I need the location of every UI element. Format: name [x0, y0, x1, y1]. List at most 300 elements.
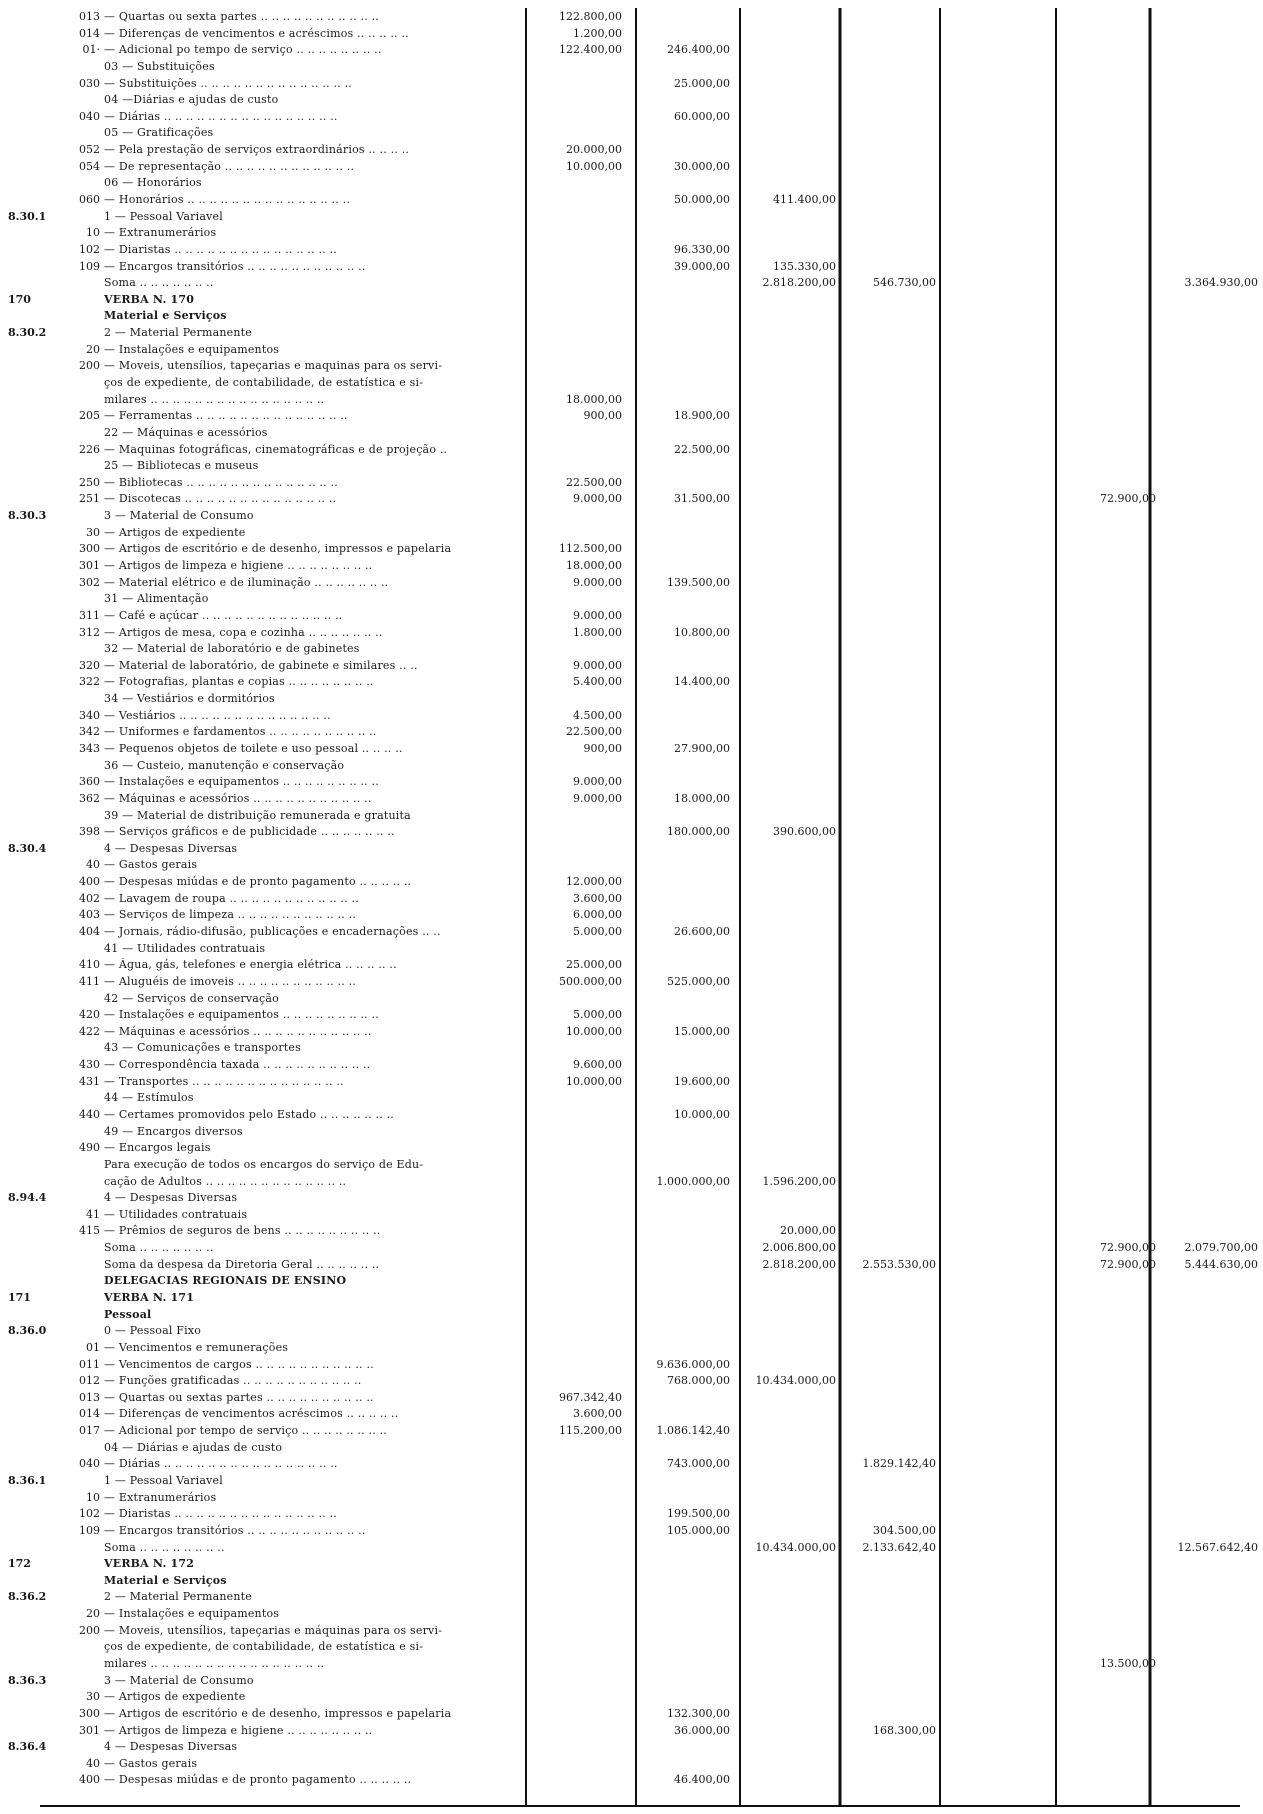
row-amount: 122.400,00 [559, 43, 622, 57]
row-code: 171 [8, 1290, 31, 1304]
row-amount: 2.818.200,00 [762, 276, 836, 290]
budget-row [0, 908, 1263, 922]
budget-row [0, 1025, 1263, 1039]
budget-row [0, 426, 1263, 440]
budget-row [0, 1507, 1263, 1521]
budget-row [0, 143, 1263, 157]
budget-row [0, 293, 1263, 307]
budget-row [0, 1391, 1263, 1405]
row-description: 36 — Custeio, manutenção e conservação [104, 758, 345, 772]
budget-row [0, 792, 1263, 806]
row-description: — Artigos de escritório e de desenho, impressos e papelaria [104, 542, 452, 556]
row-description: 32 — Material de laboratório e de gabinetes [104, 642, 360, 656]
budget-row [0, 1291, 1263, 1305]
row-description: 4 — Despesas Diversas [104, 1191, 238, 1205]
row-description: 41 — Utilidades contratuais [104, 941, 266, 955]
budget-row [0, 476, 1263, 490]
row-item-number: 301 [79, 1723, 100, 1737]
row-amount: 411.400,00 [773, 193, 836, 206]
row-description: 1 — Pessoal Variavel [104, 1473, 223, 1487]
row-code: 8.30.1 [8, 209, 47, 223]
row-description: — Extranumerários [104, 226, 217, 240]
row-item-number: 226 [79, 442, 100, 456]
row-amount: 72.900,00 [1100, 1241, 1156, 1254]
row-amount: 105.000,00 [667, 1523, 730, 1537]
row-amount: 135.330,00 [773, 259, 836, 273]
row-amount: 10.434.000,00 [755, 1540, 836, 1554]
budget-row [0, 709, 1263, 723]
row-description: milares .. .. .. .. .. .. .. .. .. .. .. .. .. .. .. .. [104, 392, 325, 406]
row-description: — Gastos gerais [104, 858, 198, 872]
budget-row [0, 343, 1263, 357]
row-item-number: 30 [86, 1690, 100, 1704]
budget-row [0, 759, 1263, 773]
row-code: 8.30.4 [8, 841, 47, 855]
row-item-number: 205 [79, 409, 100, 423]
row-description: — Encargos transitórios .. .. .. .. .. .. .. .. .. .. .. [104, 259, 366, 273]
row-amount: 246.400,00 [667, 43, 730, 57]
row-item-number: 40 [86, 1756, 100, 1770]
budget-row [0, 675, 1263, 689]
budget-row [0, 1640, 1263, 1654]
row-description: — Prêmios de seguros de bens .. .. .. .. .. .. .. .. .. [104, 1224, 381, 1238]
row-item-number: 040 [79, 109, 100, 123]
budget-row [0, 1091, 1263, 1105]
row-item-number: 20 [86, 1607, 100, 1620]
budget-row [0, 1125, 1263, 1139]
row-item-number: 300 [79, 1706, 100, 1720]
row-item-number: 250 [79, 475, 100, 489]
budget-row [0, 1524, 1263, 1538]
row-amount: 5.400,00 [573, 675, 622, 689]
budget-row [0, 975, 1263, 989]
row-amount: 5.000,00 [573, 1008, 622, 1022]
row-description: — Jornais, rádio-difusão, publicações e encadernações .. .. [104, 925, 441, 938]
budget-row [0, 1457, 1263, 1471]
row-description: — Aluguéis de imoveis .. .. .. .. .. .. .. .. .. .. .. [104, 974, 357, 988]
row-amount: 199.500,00 [667, 1507, 730, 1521]
row-item-number: 017 [79, 1424, 100, 1437]
row-description: — Maquinas fotográficas, cinematográficas e de projeção .. [104, 442, 448, 456]
row-description: — Discotecas .. .. .. .. .. .. .. .. .. .. .. .. .. .. [104, 492, 337, 506]
budget-row [0, 576, 1263, 590]
row-amount: 9.000,00 [573, 791, 622, 805]
row-amount: 60.000,00 [674, 109, 730, 123]
row-amount: 4.500,00 [573, 708, 622, 722]
budget-row [0, 642, 1263, 656]
row-amount: 500.000,00 [559, 974, 622, 988]
budget-row [0, 326, 1263, 340]
budget-row [0, 176, 1263, 190]
budget-row [0, 1541, 1263, 1555]
row-description: cação de Adultos .. .. .. .. .. .. .. .. .. .. .. .. .. [104, 1174, 347, 1188]
row-amount: 1.200,00 [573, 26, 622, 40]
row-code: 8.30.2 [8, 326, 47, 340]
budget-row [0, 193, 1263, 207]
row-amount: 30.000,00 [674, 159, 730, 173]
row-amount: 18.000,00 [566, 392, 622, 406]
row-amount: 1.829.142,40 [862, 1457, 936, 1471]
budget-row [0, 1474, 1263, 1488]
row-description: — Instalações e equipamentos [104, 1607, 280, 1620]
row-item-number: 040 [79, 1457, 100, 1471]
budget-row [0, 1491, 1263, 1505]
budget-row [0, 210, 1263, 224]
row-description: 44 — Estímulos [104, 1091, 194, 1105]
row-item-number: 20 [86, 342, 100, 356]
row-item-number: 343 [79, 742, 100, 755]
row-amount: 2.133.642,40 [862, 1540, 936, 1554]
budget-row [0, 110, 1263, 124]
row-amount: 1.000.000,00 [656, 1174, 730, 1188]
row-code: 8.30.3 [8, 509, 47, 523]
row-item-number: 398 [79, 825, 100, 839]
row-amount: 9.000,00 [573, 658, 622, 672]
row-amount: 10.434.000,00 [755, 1374, 836, 1388]
row-code: 8.94.4 [8, 1191, 47, 1205]
row-item-number: 312 [79, 625, 100, 639]
row-description: Soma .. .. .. .. .. .. .. .. [104, 1540, 225, 1554]
row-description: 2 — Material Permanente [104, 326, 252, 340]
row-amount: 15.000,00 [674, 1024, 730, 1038]
budget-row [0, 1424, 1263, 1438]
row-description: 22 — Máquinas e acessórios [104, 425, 268, 439]
row-amount: 27.900,00 [674, 742, 730, 755]
budget-row [0, 260, 1263, 274]
row-amount: 10.800,00 [674, 625, 730, 639]
row-description: — Pequenos objetos de toilete e uso pessoal .. .. .. .. [104, 742, 403, 755]
row-amount: 39.000,00 [674, 259, 730, 273]
row-description: — Vencimentos e remunerações [104, 1340, 289, 1354]
budget-row [0, 992, 1263, 1006]
budget-row [0, 492, 1263, 506]
row-amount: 6.000,00 [573, 908, 622, 922]
row-item-number: 415 [79, 1224, 100, 1238]
budget-row [0, 276, 1263, 290]
row-description: — Quartas ou sextas partes .. .. .. .. .. .. .. .. .. .. [104, 1390, 374, 1404]
budget-row [0, 742, 1263, 756]
budget-row [0, 1208, 1263, 1222]
budget-row [0, 1657, 1263, 1671]
row-description: 49 — Encargos diversos [104, 1124, 243, 1138]
row-description: — Adicional po tempo de serviço .. .. .. .. .. .. .. .. [104, 43, 382, 57]
row-amount: 2.818.200,00 [762, 1257, 836, 1271]
row-item-number: 400 [79, 875, 100, 888]
row-code: 8.36.2 [8, 1590, 47, 1604]
row-description: — Diaristas .. .. .. .. .. .. .. .. .. .. .. .. .. .. .. [104, 242, 337, 256]
row-item-number: 014 [79, 1407, 100, 1421]
budget-row [0, 1241, 1263, 1255]
budget-row [0, 875, 1263, 889]
row-code: 8.36.0 [8, 1324, 47, 1338]
budget-row [0, 393, 1263, 407]
row-amount: 50.000,00 [674, 193, 730, 206]
row-description: — Gastos gerais [104, 1756, 198, 1770]
budget-row [0, 126, 1263, 140]
row-description: VERBA N. 171 [104, 1290, 195, 1304]
row-description: — Fotografias, plantas e copias .. .. .. .. .. .. .. .. [104, 675, 374, 689]
row-amount: 1.596.200,00 [762, 1174, 836, 1188]
row-amount: 18.000,00 [566, 559, 622, 572]
budget-row [0, 626, 1263, 640]
row-amount: 12.000,00 [566, 875, 622, 888]
budget-row [0, 1557, 1263, 1571]
row-description: Para execução de todos os encargos do serviço de Edu- [104, 1157, 424, 1171]
row-description: — Material elétrico e de iluminação .. .. .. .. .. .. .. [104, 575, 389, 589]
row-amount: 5.444.630,00 [1184, 1257, 1258, 1271]
row-item-number: 360 [79, 775, 100, 789]
budget-row [0, 858, 1263, 872]
row-amount: 20.000,00 [566, 143, 622, 157]
budget-row [0, 1407, 1263, 1421]
budget-row [0, 1308, 1263, 1322]
row-description: — Pela prestação de serviços extraordinários .. .. .. .. [104, 143, 410, 157]
budget-row [0, 559, 1263, 573]
row-item-number: 41 [86, 1207, 100, 1221]
budget-row [0, 925, 1263, 939]
row-description: — Moveis, utensílios, tapeçarias e maquinas para os servi- [104, 359, 443, 373]
row-code: 8.36.1 [8, 1473, 47, 1487]
row-amount: 10.000,00 [674, 1107, 730, 1121]
row-item-number: 311 [79, 608, 100, 622]
budget-row [0, 43, 1263, 57]
row-amount: 1.800,00 [573, 625, 622, 639]
row-amount: 9.600,00 [573, 1058, 622, 1071]
row-amount: 72.900,00 [1100, 492, 1156, 506]
budget-row [0, 1075, 1263, 1089]
row-amount: 25.000,00 [566, 958, 622, 972]
row-item-number: 102 [79, 242, 100, 256]
row-description: — Transportes .. .. .. .. .. .. .. .. .. .. .. .. .. .. [104, 1074, 344, 1088]
row-amount: 900,00 [583, 742, 622, 755]
row-amount: 743.000,00 [667, 1457, 730, 1471]
budget-row [0, 93, 1263, 107]
budget-row [0, 459, 1263, 473]
row-description: — De representação .. .. .. .. .. .. .. .. .. .. .. .. [104, 159, 355, 173]
row-description: — Diaristas .. .. .. .. .. .. .. .. .. .. .. .. .. .. .. [104, 1507, 337, 1521]
row-amount: 5.000,00 [573, 925, 622, 938]
row-amount: 768.000,00 [667, 1374, 730, 1388]
row-amount: 2.079.700,00 [1184, 1241, 1258, 1254]
budget-row [0, 1258, 1263, 1272]
row-item-number: 400 [79, 1773, 100, 1787]
row-amount: 96.330,00 [674, 242, 730, 256]
row-amount: 9.636.000,00 [656, 1357, 730, 1371]
budget-row [0, 1607, 1263, 1621]
row-amount: 72.900,00 [1100, 1257, 1156, 1271]
row-item-number: 054 [79, 159, 100, 173]
row-amount: 112.500,00 [559, 542, 622, 556]
row-description: Soma .. .. .. .. .. .. .. [104, 1241, 214, 1254]
row-description: — Artigos de mesa, copa e cozinha .. .. .. .. .. .. .. [104, 625, 383, 639]
row-item-number: 052 [79, 143, 100, 157]
row-description: 4 — Despesas Diversas [104, 841, 238, 855]
budget-row [0, 1041, 1263, 1055]
row-description: 04 —Diárias e ajudas de custo [104, 93, 279, 107]
row-amount: 132.300,00 [667, 1706, 730, 1720]
row-description: — Utilidades contratuais [104, 1207, 248, 1221]
budget-row [0, 1724, 1263, 1738]
budget-row [0, 1707, 1263, 1721]
row-amount: 9.000,00 [573, 608, 622, 622]
row-amount: 967.342,40 [559, 1390, 622, 1404]
row-description: — Uniformes e fardamentos .. .. .. .. .. .. .. .. .. .. [104, 725, 377, 739]
budget-row [0, 1008, 1263, 1022]
row-description: — Quartas ou sexta partes .. .. .. .. .. .. .. .. .. .. .. [104, 10, 379, 23]
row-amount: 22.500,00 [566, 725, 622, 739]
row-item-number: 40 [86, 858, 100, 872]
row-amount: 1.086.142,40 [656, 1424, 730, 1437]
budget-row [0, 809, 1263, 823]
budget-row [0, 1740, 1263, 1754]
row-amount: 122.800,00 [559, 10, 622, 23]
budget-row [0, 958, 1263, 972]
row-description: — Serviços gráficos e de publicidade .. .. .. .. .. .. .. [104, 825, 395, 839]
budget-row [0, 609, 1263, 623]
budget-row [0, 725, 1263, 739]
row-description: Material e Serviços [104, 309, 227, 323]
row-amount: 31.500,00 [674, 492, 730, 506]
row-item-number: 431 [79, 1074, 100, 1088]
row-description: — Diárias .. .. .. .. .. .. .. .. .. .. .. .. .. .. .. .. [104, 1457, 338, 1471]
budget-row [0, 1175, 1263, 1189]
row-description: — Serviços de limpeza .. .. .. .. .. .. .. .. .. .. .. [104, 908, 357, 922]
row-description: — Honorários .. .. .. .. .. .. .. .. .. .. .. .. .. .. .. [104, 193, 351, 206]
budget-row [0, 775, 1263, 789]
row-description: — Artigos de expediente [104, 1690, 246, 1704]
row-item-number: 10 [86, 1490, 100, 1504]
budget-row [0, 526, 1263, 540]
row-amount: 14.400,00 [674, 675, 730, 689]
row-amount: 900,00 [583, 409, 622, 423]
row-item-number: 200 [79, 1623, 100, 1637]
row-code: 172 [8, 1557, 31, 1571]
row-amount: 19.600,00 [674, 1074, 730, 1088]
budget-row [0, 1141, 1263, 1155]
budget-row [0, 1158, 1263, 1172]
row-description: — Funções gratificadas .. .. .. .. .. .. .. .. .. .. .. [104, 1374, 362, 1388]
row-description: VERBA N. 172 [104, 1557, 195, 1571]
row-amount: 36.000,00 [674, 1723, 730, 1737]
budget-row [0, 1674, 1263, 1688]
row-code: 8.36.3 [8, 1673, 47, 1687]
row-amount: 9.000,00 [573, 775, 622, 789]
row-amount: 2.006.800,00 [762, 1241, 836, 1254]
budget-row [0, 27, 1263, 41]
row-description: 31 — Alimentação [104, 592, 209, 606]
row-amount: 304.500,00 [873, 1523, 936, 1537]
row-description: 0 — Pessoal Fixo [104, 1324, 202, 1338]
budget-row [0, 942, 1263, 956]
row-description: — Instalações e equipamentos .. .. .. .. .. .. .. .. .. [104, 775, 379, 789]
row-amount: 25.000,00 [674, 76, 730, 90]
row-amount: 10.000,00 [566, 159, 622, 173]
row-description: — Diferenças de vencimentos e acréscimos .. .. .. .. .. [104, 26, 409, 40]
row-description: — Artigos de escritório e de desenho, impressos e papelaria [104, 1706, 452, 1720]
budget-row [0, 1058, 1263, 1072]
row-amount: 12.567.642,40 [1177, 1540, 1258, 1554]
row-description: 05 — Gratificações [104, 126, 214, 140]
row-description: — Lavagem de roupa .. .. .. .. .. .. .. .. .. .. .. .. [104, 891, 359, 905]
row-item-number: 301 [79, 559, 100, 572]
budget-row [0, 77, 1263, 91]
budget-row [0, 825, 1263, 839]
row-amount: 20.000,00 [780, 1224, 836, 1238]
budget-row [0, 592, 1263, 606]
budget-row [0, 1624, 1263, 1638]
row-amount: 9.000,00 [573, 575, 622, 589]
row-description: — Adicional por tempo de serviço .. .. .. .. .. .. .. .. [104, 1424, 387, 1437]
budget-row [0, 409, 1263, 423]
row-amount: 3.600,00 [573, 891, 622, 905]
row-description: Material e Serviços [104, 1573, 227, 1587]
row-item-number: 01 [86, 1340, 100, 1354]
row-description: ços de expediente, de contabilidade, de estatística e si- [104, 1640, 424, 1654]
row-amount: 18.900,00 [674, 409, 730, 423]
row-description: — Máquinas e acessórios .. .. .. .. .. .. .. .. .. .. .. [104, 1024, 372, 1038]
row-description: VERBA N. 170 [104, 292, 195, 306]
row-description: 43 — Comunicações e transportes [104, 1041, 301, 1055]
row-description: — Água, gás, telefones e energia elétrica .. .. .. .. .. [104, 958, 397, 972]
row-description: 3 — Material de Consumo [104, 1673, 254, 1687]
row-item-number: 109 [79, 1523, 100, 1537]
row-item-number: 342 [79, 725, 100, 739]
row-item-number: 402 [79, 891, 100, 905]
budget-row [0, 1108, 1263, 1122]
budget-row [0, 1224, 1263, 1238]
budget-row [0, 659, 1263, 673]
row-description: DELEGACIAS REGIONAIS DE ENSINO [104, 1274, 347, 1288]
row-item-number: 362 [79, 791, 100, 805]
row-item-number: 030 [79, 76, 100, 90]
row-item-number: 340 [79, 708, 100, 722]
row-description: — Moveis, utensílios, tapeçarias e máquinas para os servi- [104, 1623, 443, 1637]
budget-row [0, 1773, 1263, 1787]
row-description: milares .. .. .. .. .. .. .. .. .. .. .. .. .. .. .. .. [104, 1656, 325, 1670]
row-item-number: 30 [86, 525, 100, 539]
budget-row [0, 1690, 1263, 1704]
budget-row [0, 160, 1263, 174]
row-item-number: 300 [79, 542, 100, 556]
row-description: 4 — Despesas Diversas [104, 1740, 238, 1754]
budget-row [0, 1274, 1263, 1288]
row-description: — Diferenças de vencimentos acréscimos .. .. .. .. .. [104, 1407, 399, 1421]
budget-row [0, 692, 1263, 706]
row-description: — Vestiários .. .. .. .. .. .. .. .. .. .. .. .. .. .. [104, 708, 331, 722]
row-description: — Instalações e equipamentos .. .. .. .. .. .. .. .. .. [104, 1008, 379, 1022]
row-item-number: 014 [79, 26, 100, 40]
budget-row [0, 892, 1263, 906]
budget-row [0, 1374, 1263, 1388]
row-description: 04 — Diárias e ajudas de custo [104, 1440, 283, 1454]
row-amount: 3.364.930,00 [1184, 276, 1258, 290]
budget-row [0, 1358, 1263, 1372]
row-description: 06 — Honorários [104, 176, 202, 190]
budget-row [0, 1574, 1263, 1588]
row-description: — Vencimentos de cargos .. .. .. .. .. .. .. .. .. .. .. [104, 1357, 374, 1371]
row-description: 2 — Material Permanente [104, 1590, 252, 1604]
row-amount: 390.600,00 [773, 825, 836, 839]
row-amount: 180.000,00 [667, 825, 730, 839]
row-description: — Máquinas e acessórios .. .. .. .. .. .. .. .. .. .. .. [104, 791, 372, 805]
row-description: — Substituições .. .. .. .. .. .. .. .. .. .. .. .. .. .. [104, 76, 352, 90]
row-item-number: 012 [79, 1374, 100, 1388]
budget-row [0, 1590, 1263, 1604]
row-amount: 10.000,00 [566, 1074, 622, 1088]
row-description: — Instalações e equipamentos [104, 342, 280, 356]
row-item-number: 422 [79, 1024, 100, 1038]
row-description: Pessoal [104, 1307, 152, 1321]
